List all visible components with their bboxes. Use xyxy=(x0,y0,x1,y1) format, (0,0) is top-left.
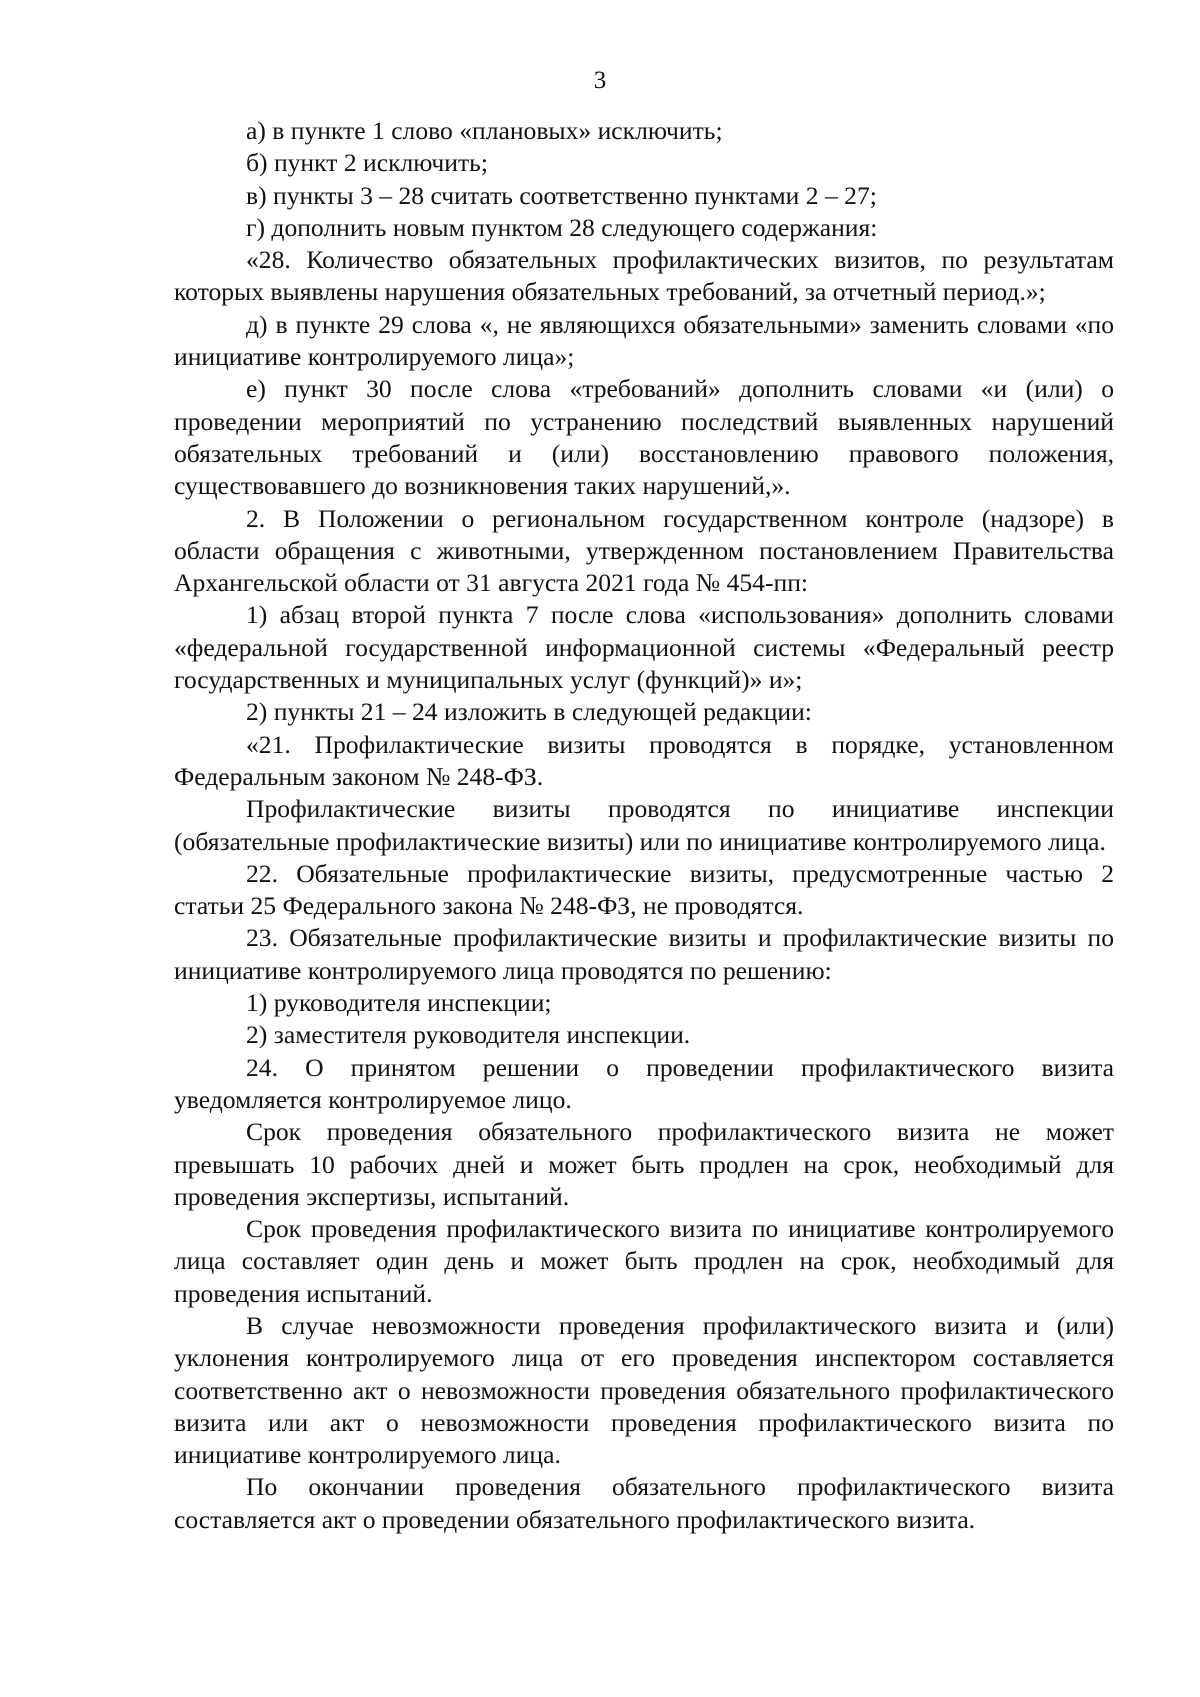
paragraph: «21. Профилактические визиты проводятся в порядке, установленном Федеральным законом № 248-ФЗ. xyxy=(174,729,1114,791)
paragraph: 1) руководителя инспекции; xyxy=(246,988,552,1018)
paragraph: В случае невозможности проведения профилактического визита и (или) уклонения контролируемого лица от его проведения инспектором составляется соответственно акт о невозможности проведения обязательного профилактического визита или акт о невозможности проведения профилактического визита по инициативе контролируемого лица. xyxy=(174,1310,1114,1470)
paragraph: е) пункт 30 после слова «требований» дополнить словами «и (или) о проведении мероприятий по устранению последствий выявленных нарушений обязательных требований и (или) восстановлению правового положения, существовавшего до возникновения таких нарушений,». xyxy=(174,374,1114,501)
paragraph: г) дополнить новым пунктом 28 следующего содержания: xyxy=(246,212,878,242)
paragraph: Профилактические визиты проводятся по инициативе инспекции (обязательные профилактические визиты) или по инициативе контролируемого лица. xyxy=(174,794,1114,856)
paragraph: Срок проведения обязательного профилактического визита не может превышать 10 рабочих дней и может быть продлен на срок, необходимый для проведения экспертизы, испытаний. xyxy=(174,1117,1114,1211)
paragraph: в) пункты 3 – 28 считать соответственно пунктами 2 – 27; xyxy=(246,180,877,210)
paragraph: 24. О принятом решении о проведении профилактического визита уведомляется контролируемое лицо. xyxy=(174,1052,1114,1114)
paragraph: 2) пункты 21 – 24 изложить в следующей редакции: xyxy=(246,697,812,727)
paragraph: 22. Обязательные профилактические визиты, предусмотренные частью 2 статьи 25 Федерального закона № 248-ФЗ, не проводятся. xyxy=(174,858,1114,921)
paragraph: д) в пункте 29 слова «, не являющихся обязательными» заменить словами «по инициативе контролируемого лица»; xyxy=(174,309,1114,372)
page-number: 3 xyxy=(593,67,607,94)
paragraph: «28. Количество обязательных профилактических визитов, по результатам которых выявлены нарушения обязательных требований, за отчетный период.»; xyxy=(174,245,1114,307)
paragraph: По окончании проведения обязательного профилактического визита составляется акт о проведении обязательного профилактического визита. xyxy=(174,1472,1114,1534)
paragraph: 1) абзац второй пункта 7 после слова «использования» дополнить словами «федеральной государственной информационной системы «Федеральный реестр государственных и муниципальных услуг (функций)» и»; xyxy=(174,600,1114,695)
paragraph: а) в пункте 1 слово «плановых» исключить; xyxy=(246,116,723,145)
document-body xyxy=(174,115,1114,1536)
paragraph: 2. В Положении о региональном государственном контроле (надзоре) в области обращения с животными, утвержденном постановлением Правительства Архангельской области от 31 августа 2021 года № 454-пп: xyxy=(174,503,1114,598)
paragraph: 2) заместителя руководителя инспекции. xyxy=(246,1020,691,1050)
paragraph: Срок проведения профилактического визита по инициативе контролируемого лица составляет один день и может быть продлен на срок, необходимый для проведения испытаний. xyxy=(174,1214,1114,1308)
paragraph: б) пункт 2 исключить; xyxy=(246,148,488,178)
paragraph: 23. Обязательные профилактические визиты и профилактические визиты по инициативе контролируемого лица проводятся по решению: xyxy=(174,923,1114,985)
